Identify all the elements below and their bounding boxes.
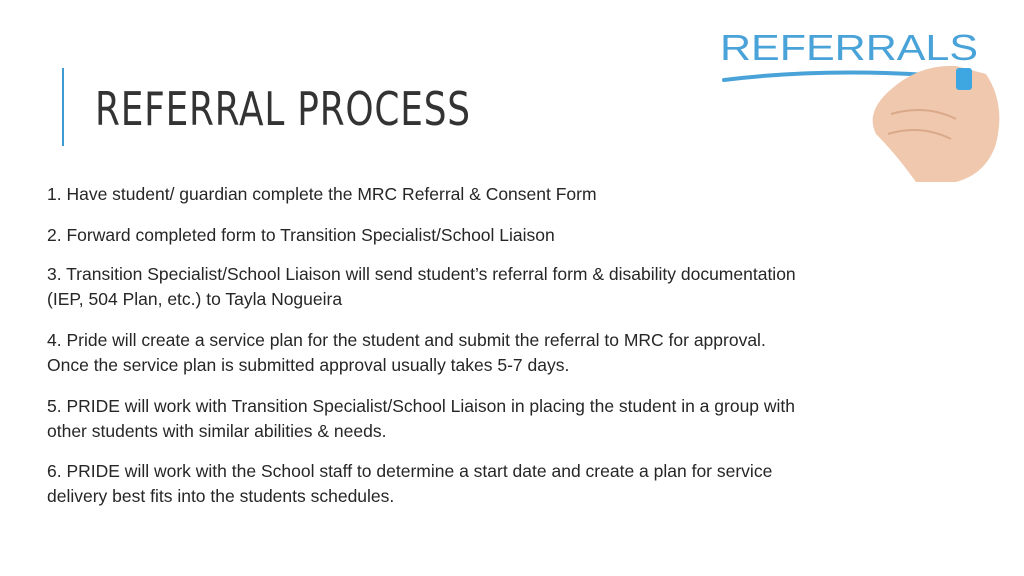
step-line: 6. PRIDE will work with the School staff to determine a start date and create a plan for service xyxy=(47,461,773,481)
step-3 xyxy=(47,262,796,312)
step-line: other students with similar abilities & needs. xyxy=(47,421,387,441)
step-line: 3. Transition Specialist/School Liaison will send student’s referral form & disability documentation xyxy=(47,264,796,284)
slide-title: REFERRAL PROCESS xyxy=(95,82,471,136)
step-line: 5. PRIDE will work with Transition Specialist/School Liaison in placing the student in a group with xyxy=(47,396,796,416)
title-accent-bar xyxy=(62,68,64,146)
referrals-image-text: REFERRALS xyxy=(720,27,978,68)
step-line: Once the service plan is submitted approval usually takes 5-7 days. xyxy=(47,355,570,375)
step-line: delivery best fits into the students schedules. xyxy=(47,486,395,506)
step-line: 1. Have student/ guardian complete the MRC Referral & Consent Form xyxy=(47,184,597,204)
step-2 xyxy=(47,223,555,248)
step-6 xyxy=(47,459,772,509)
step-line: (IEP, 504 Plan, etc.) to Tayla Nogueira xyxy=(47,289,343,309)
step-5 xyxy=(47,394,795,444)
step-4 xyxy=(47,328,766,378)
step-line: 2. Forward completed form to Transition Specialist/School Liaison xyxy=(47,225,555,245)
referrals-hand-image xyxy=(716,24,1010,182)
step-1 xyxy=(47,182,597,207)
step-line: 4. Pride will create a service plan for the student and submit the referral to MRC for approval. xyxy=(47,330,766,350)
